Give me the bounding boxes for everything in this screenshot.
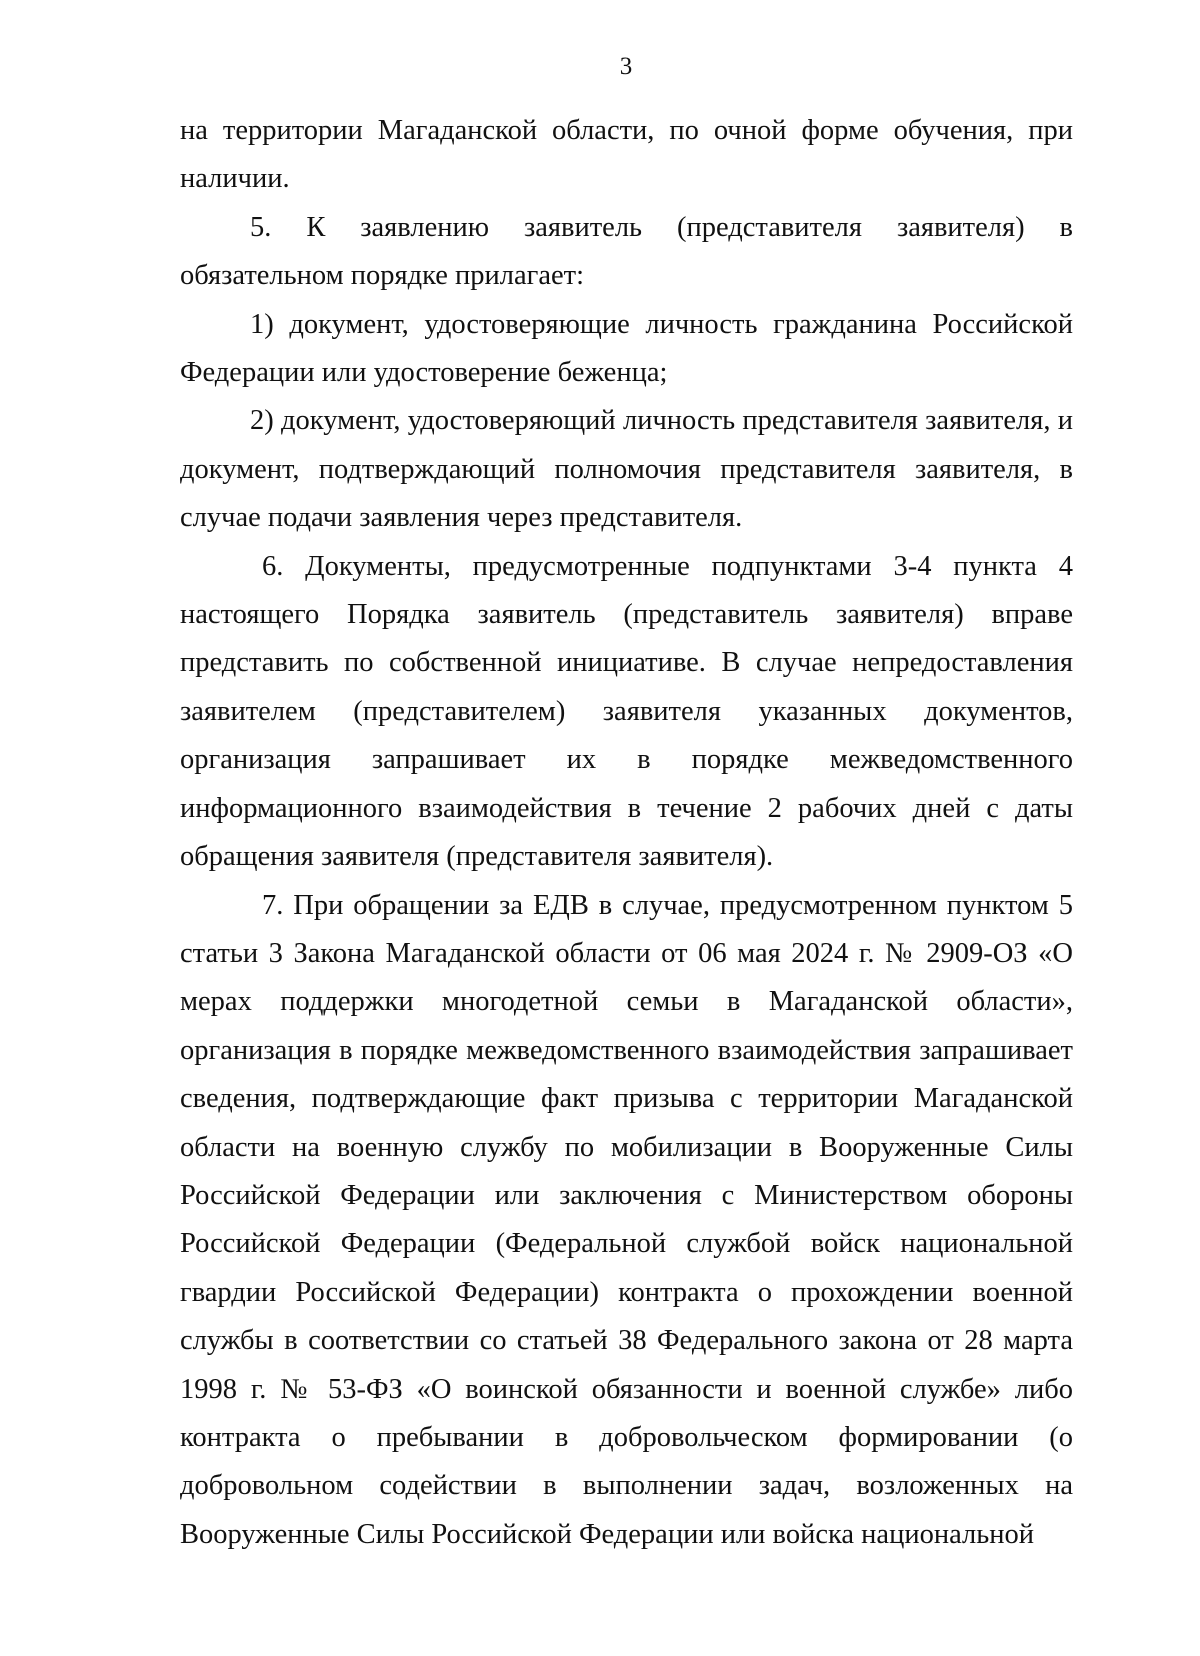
paragraph-continuation: на территории Магаданской области, по очной форме обучения, при наличии. [180, 115, 1073, 195]
paragraph-item-7: 7. При обращении за ЕДВ в случае, предусмотренном пунктом 5 статьи 3 Закона Магаданской области от 06 мая 2024 г. № 2909-ОЗ «О мерах поддержки многодетной семьи в Магаданской области», организация в порядке межведомственного взаимодействия запрашивает сведения, подтверждающие факт призыва с территории Магаданской области на военную службу по мобилизации в Вооруженные Силы Российской Федерации или заключения с Министерством обороны Российской Федерации (Федеральной службой войск национальной гвардии Российской Федерации) контракта о прохождении военной службы в соответствии со статьей 38 Федерального закона от 28 марта 1998 г. № 53-ФЗ «О воинской обязанности и военной службе» либо контракта о пребывании в добровольческом формировании (о добровольном содействии в выполнении задач, возложенных на Вооруженные Силы Российской Федерации или войска национальной [180, 889, 1073, 1550]
paragraph-item-6: 6. Документы, предусмотренные подпунктами 3-4 пункта 4 настоящего Порядка заявитель (представитель заявителя) вправе представить по собственной инициативе. В случае непредоставления заявителем (представителем) заявителя указанных документов, организация запрашивает их в порядке межведомственного информационного взаимодействия в течение 2 рабочих дней с даты обращения заявителя (представителя заявителя). [180, 550, 1073, 873]
page-number: 3 [619, 53, 633, 80]
paragraph-item-5: 5. К заявлению заявитель (представителя заявителя) в обязательном порядке прилагает: [180, 211, 1073, 292]
paragraph-subitem-1: 1) документ, удостоверяющие личность гражданина Российской Федерации или удостоверение беженца; [180, 308, 1073, 389]
paragraph-subitem-2: 2) документ, удостоверяющий личность представителя заявителя, и документ, подтверждающий полномочия представителя заявителя, в случае подачи заявления через представителя. [180, 405, 1073, 534]
document-body [180, 107, 1073, 1559]
